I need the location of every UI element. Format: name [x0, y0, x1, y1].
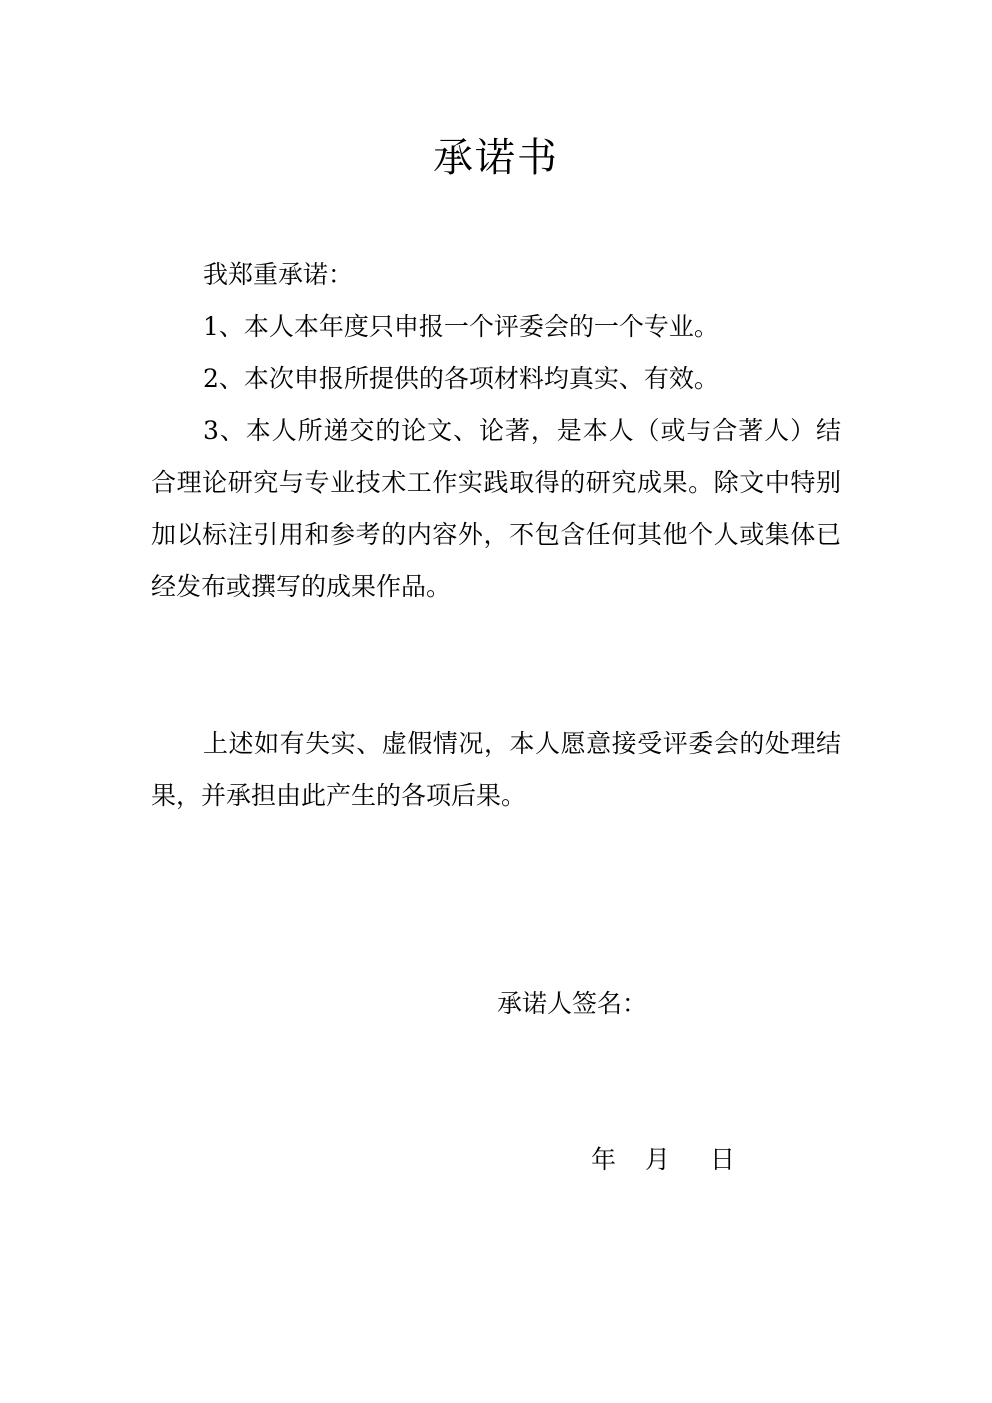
intro-text: 我郑重承诺： [203, 260, 354, 289]
date-line [591, 1134, 735, 1186]
date-month-label: 月 [645, 1145, 671, 1174]
document-title: 承诺书 [433, 135, 559, 181]
commitment-item-2: 2、本次申报所提供的各项材料均真实、有效。 [203, 364, 719, 393]
date-day-label: 日 [710, 1145, 736, 1174]
commitment-list [151, 301, 841, 613]
commitment-item-1: 1、本人本年度只申报一个评委会的一个专业。 [203, 312, 719, 341]
closing-section [151, 718, 841, 822]
date-year-label: 年 [591, 1145, 617, 1174]
signature-label: 承诺人签名： [497, 989, 648, 1018]
commitment-item-3: 3、本人所递交的论文、论著，是本人（或与合著人）结合理论研究与专业技术工作实践取得的研究成果。除文中特别加以标注引用和参考的内容外，不包含任何其他个人或集体已经发布或撰写的成果作品。 [151, 416, 841, 601]
intro-section [151, 249, 841, 301]
closing-text: 上述如有失实、虚假情况，本人愿意接受评委会的处理结果，并承担由此产生的各项后果。 [151, 729, 841, 810]
